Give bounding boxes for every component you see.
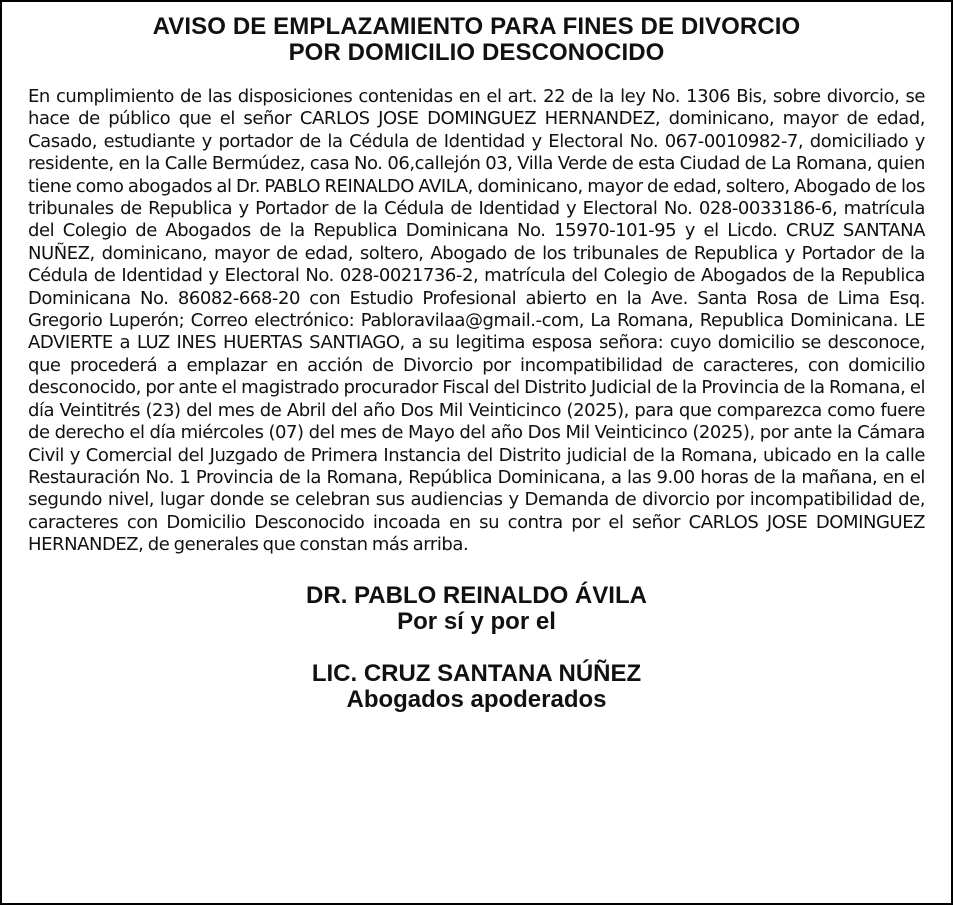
signatory-role-1: Por sí y por el	[397, 607, 556, 635]
notice-body: En cumplimiento de las disposiciones contenidas en el art. 22 de la ley No. 1306 Bis, sobre divorcio, se hace de público que el señor CARLOS JOSE DOMINGUEZ HERNANDEZ, dominicano, mayor de edad, Casado, estudiante y portador de la Cédula de Identidad y Electoral No. 067-0010982-7, domiciliado y residente, en la Calle Bermúdez, casa No. 06,callejón 03, Villa Verde de esta Ciudad de La Romana, quien tiene como abogados al Dr. PABLO REINALDO AVILA, dominicano, mayor de edad, soltero, Abogado de los tribunales de Republica y Portador de la Cédula de Identidad y Electoral No. 028-0033186-6, matrícula del Colegio de Abogados de la Republica Dominicana No. 15970-101-95 y el Licdo. CRUZ SANTANA NUÑEZ, dominicano, mayor de edad, soltero, Abogado de los tribunales de Republica y Portador de la Cédula de Identidad y Electoral No. 028-0021736-2, matrícula del Colegio de Abogados de la Republica Dominicana No. 86082-668-20 con Estudio Profesional abierto en la Ave. Santa Rosa de Lima Esq. Gregorio Luperón; Correo electrónico: Pabloravilaa@gmail.-com, La Romana, Republica Dominicana. LE ADVIERTE a LUZ INES HUERTAS SANTIAGO, a su legitima esposa señora: cuyo domicilio se desconoce, que procederá a emplazar en acción de Divorcio por incompatibilidad de caracteres, con domicilio desconocido, por ante el magistrado procurador Fiscal del Distrito Judicial de la Provincia de la Romana, el día Veintitrés (23) del mes de Abril del año Dos Mil Veinticinco (2025), para que comparezca como fuere de derecho el día miércoles (07) del mes de Mayo del año Dos Mil Veinticinco (2025), por ante la Cámara Civil y Comercial del Juzgado de Primera Instancia del Distrito judicial de la Romana, ubicado en la calle Restauración No. 1 Provincia de la Romana, República Dominicana, a las 9.00 horas de la mañana, en el segundo nivel, lugar donde se celebran sus audiencias y Demanda de divorcio por incompatibilidad de, caracteres con Domicilio Desconocido incoada en su contra por el señor CARLOS JOSE DOMINGUEZ HERNANDEZ, de generales que constan más arriba.	[28, 86, 925, 556]
signature-block-primary	[28, 583, 925, 635]
signatory-name-1: DR. PABLO REINALDO ÁVILA	[306, 581, 647, 609]
signatory-name-2: LIC. CRUZ SANTANA NÚÑEZ	[311, 659, 642, 687]
notice-title-line-1: AVISO DE EMPLAZAMIENTO PARA FINES DE DIVORCIO	[152, 13, 801, 40]
notice-title-line-2: POR DOMICILIO DESCONOCIDO	[288, 39, 665, 66]
signatory-role-2: Abogados apoderados	[346, 685, 607, 713]
notice-title	[28, 14, 925, 66]
signature-block-secondary	[28, 661, 925, 713]
